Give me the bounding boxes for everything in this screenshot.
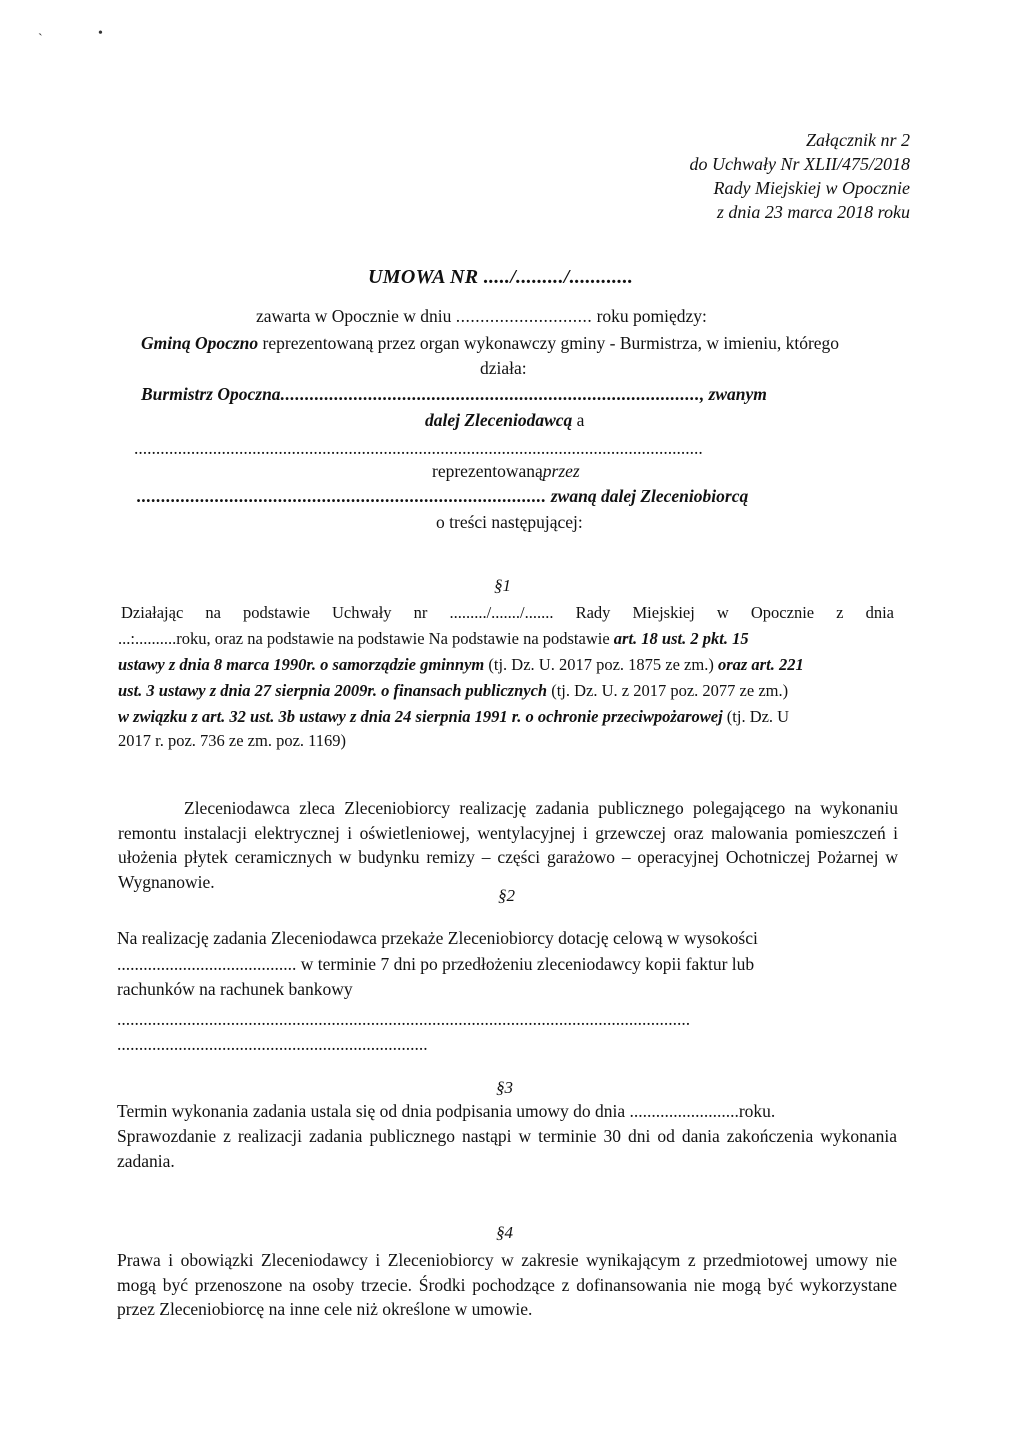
section-1-title: §1 [494, 576, 511, 595]
scan-mark: • [98, 26, 103, 41]
section-2-account-dots: ................................................................................................................................... [117, 1009, 691, 1029]
gmina-name: Gminą Opoczno [141, 333, 259, 353]
section-1-line-6: 2017 r. poz. 736 ze zm. poz. 1169) [118, 731, 347, 750]
zleceniobiorca-line: .................................................................................... zwaną dalej Zleceniobiorcą [137, 486, 749, 506]
tresc-label: o treści następującej: [436, 512, 583, 532]
section-1-line-4: ust. 3 ustawy z dnia 27 sierpnia 2009r. o finansach publicznych (tj. Dz. U. z 2017 poz. 2077 ze zm.) [118, 681, 789, 700]
section-1-line-1: Działając na podstawie Uchwały nr ........./......./....... Rady Miejskiej w Opocznie z dnia [121, 603, 894, 622]
represented-line: reprezentowanąprzez [432, 461, 580, 481]
section-4-title: §4 [496, 1223, 513, 1242]
council-name: Rady Miejskiej w Opocznie [713, 178, 910, 198]
section-2-line-3: rachunków na rachunek bankowy [117, 979, 353, 999]
burmistrz-label: Burmistrz Opoczna [141, 384, 281, 404]
section-1-line-3: ustawy z dnia 8 marca 1990r. o samorządzie gminnym (tj. Dz. U. 2017 poz. 1875 ze zm.) oraz art. 221 [118, 655, 804, 674]
resolution-date: z dnia 23 marca 2018 roku [716, 202, 910, 222]
dziala-label: działa: [480, 358, 527, 378]
section-4-body: Prawa i obowiązki Zleceniodawcy i Zleceniobiorcy w zakresie wynikającym z przedmiotowej umowy nie mogą być przenoszone na osoby trzecie. Środki pochodzące z dofinansowania nie mogą być wykorzystane przez Zleceniobiorcę na inne cele niż określone w umowie. [117, 1250, 897, 1319]
section-3-line-1: Termin wykonania zadania ustala się od dnia podpisania umowy do dnia .........................roku. [117, 1101, 776, 1121]
contractor-name-dots: .................................................................................................................................. [134, 438, 703, 458]
attachment-header [560, 128, 910, 224]
section-1-body: Zleceniodawca zleca Zleceniobiorcy realizację zadania publicznego polegającego na wykonaniu remontu instalacji elektrycznej i oświetleniowej, wentylacyjnej i grzewczej oraz malowania pomieszczeń i ułożenia płytek ceramicznych w budynku remizy – części garażowo – operacyjnej Ochotniczej Pożarnej w Wygnanowie. [118, 798, 898, 892]
section-2-line-1: Na realizację zadania Zleceniodawca przekaże Zleceniobiorcy dotację celową w wysokości [117, 928, 758, 948]
contract-title: UMOWA NR ...../........./............ [368, 266, 634, 288]
section-2-account-dots-2: ....................................................................... [117, 1034, 428, 1054]
section-3-title: §3 [496, 1078, 513, 1097]
attachment-number: Załącznik nr 2 [805, 130, 910, 150]
section-1-line-2: ...:..........roku, oraz na podstawie na podstawie Na podstawie na podstawie art. 18 ust. 2 pkt. 15 [118, 629, 749, 648]
section-2-title: §2 [498, 886, 515, 905]
section-1-line-5: w związku z art. 32 ust. 3b ustawy z dnia 24 sierpnia 1991 r. o ochronie przeciwpożarowej (tj. Dz. U [118, 707, 790, 726]
section-3-body: Sprawozdanie z realizacji zadania publicznego nastąpi w terminie 30 dni od dania zakończenia wykonania zadania. [117, 1126, 897, 1171]
section-2-line-2: ......................................... w terminie 7 dni po przedłożeniu zleceniodawcy kopii faktur lub [117, 954, 755, 974]
gmina-line: Gminą Opoczno reprezentowaną przez organ wykonawczy gminy - Burmistrza, w imieniu, którego [141, 333, 840, 353]
burmistrz-line: Burmistrz Opoczna......................................................................................, zwanym [141, 384, 767, 404]
concluded-line: zawarta w Opocznie w dniu ............................ roku pomiędzy: [256, 306, 707, 326]
scan-mark: ` [38, 32, 43, 47]
zleceniodawca-line: dalej Zleceniodawcą a [425, 410, 585, 430]
resolution-reference: do Uchwały Nr XLII/475/2018 [689, 154, 910, 174]
